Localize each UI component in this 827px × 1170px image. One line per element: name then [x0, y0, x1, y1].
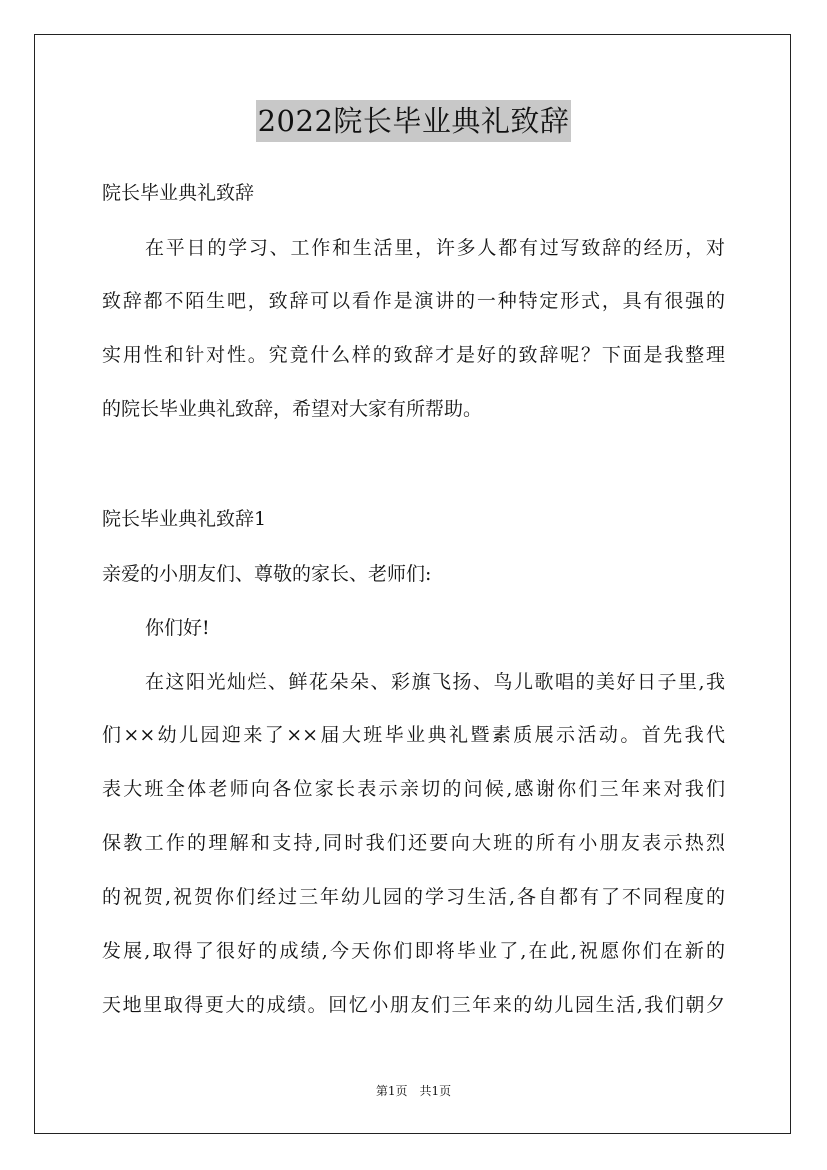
intro-line-1: 在平日的学习、工作和生活里，许多人都有过写致辞的经历，对 [145, 237, 725, 259]
section-heading: 院长毕业典礼致辞1 [102, 508, 267, 530]
intro-line-4: 的院长毕业典礼致辞，希望对大家有所帮助。 [102, 398, 483, 420]
body-line-6: 发展,取得了很好的成绩,今天你们即将毕业了,在此,祝愿你们在新的 [102, 940, 725, 962]
body-line-2: 们××幼儿园迎来了××届大班毕业典礼暨素质展示活动。首先我代 [102, 724, 725, 746]
page-footer: 第1页 共1页 [375, 1084, 452, 1098]
intro-line-3: 实用性和针对性。究竟什么样的致辞才是好的致辞呢？下面是我整理 [102, 344, 725, 366]
intro-line-2: 致辞都不陌生吧，致辞可以看作是演讲的一种特定形式，具有很强的 [102, 290, 725, 312]
document-subtitle: 院长毕业典礼致辞 [102, 182, 255, 204]
body-line-5: 的祝贺,祝贺你们经过三年幼儿园的学习生活,各自都有了不同程度的 [102, 886, 725, 908]
body-line-3: 表大班全体老师向各位家长表示亲切的问候,感谢你们三年来对我们 [102, 778, 725, 800]
title-container [0, 100, 827, 142]
body-line-4: 保教工作的理解和支持,同时我们还要向大班的所有小朋友表示热烈 [102, 832, 725, 854]
body-line-7: 天地里取得更大的成绩。回忆小朋友们三年来的幼儿园生活,我们朝夕 [102, 994, 725, 1016]
document-title: 2022院长毕业典礼致辞 [256, 100, 572, 142]
body-line-1: 在这阳光灿烂、鲜花朵朵、彩旗飞扬、鸟儿歌唱的美好日子里,我 [145, 671, 725, 693]
salutation: 亲爱的小朋友们、尊敬的家长、老师们: [102, 563, 432, 585]
greeting: 你们好! [145, 617, 210, 639]
